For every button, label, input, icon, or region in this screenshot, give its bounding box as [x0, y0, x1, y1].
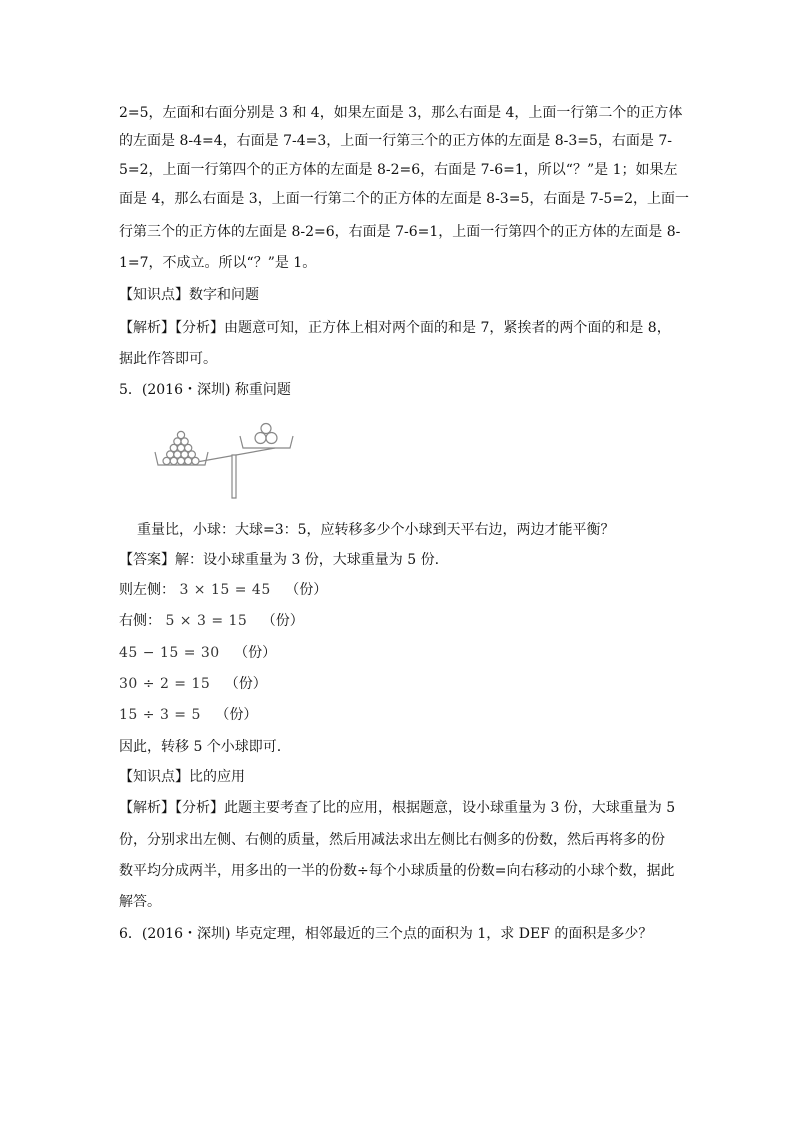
- q5-title: 5．(2016・深圳) 称重问题: [119, 382, 291, 398]
- step-unit: （份）: [234, 645, 277, 661]
- q5-question: 重量比，小球：大球=3：5，应转移多少个小球到天平右边，两边才能平衡？: [137, 522, 615, 538]
- q5-step-2: [119, 611, 304, 631]
- q5-answer: 【答案】解：设小球重量为 3 份，大球重量为 5 份.: [119, 552, 440, 568]
- step-expression: 3 × 15 = 45: [179, 582, 271, 598]
- balance-scale-figure: [150, 422, 295, 500]
- intro-line-6: 1=7，不成立。所以“？”是 1。: [119, 255, 317, 271]
- intro-line-3: 5=2，上面一行第四个的正方体的左面是 8-2=6，右面是 7-6=1，所以“？”是 1；如果左: [119, 162, 678, 178]
- big-balls-group: [255, 424, 277, 444]
- intro-line-5: 行第三个的正方体的左面是 8-2=6，右面是 7-6=1，上面一行第四个的正方体的左面是 8-: [119, 224, 681, 240]
- q4-analysis-line-1: 【解析】【分析】由题意可知，正方体上相对两个面的和是 7，紧挨者的两个面的和是 8，: [119, 320, 671, 336]
- intro-line-4: 面是 4，那么右面是 3，上面一行第二个的正方体的左面是 8-3=5，右面是 7-5=2，上面一: [119, 191, 689, 207]
- q5-step-1: [119, 580, 327, 600]
- step-expression: 15 ÷ 3 = 5: [119, 707, 201, 723]
- step-unit: （份）: [215, 707, 258, 723]
- q5-knowledge-point: 【知识点】比的应用: [119, 769, 245, 785]
- q5-step-5: [119, 705, 257, 725]
- small-balls-group: [163, 431, 199, 464]
- step-label: 右侧：: [119, 613, 161, 629]
- step-label: 则左侧：: [119, 582, 175, 598]
- scale-stand: [232, 455, 236, 498]
- q5-analysis-line-3: 数平均分成两半，用多出的一半的份数÷每个小球质量的份数=向右移动的小球个数，据此: [119, 863, 675, 879]
- intro-line-1: 2=5，左面和右面分别是 3 和 4，如果左面是 3，那么右面是 4，上面一行第二个的正方体: [119, 105, 683, 121]
- step-unit: （份）: [261, 613, 304, 629]
- q5-analysis-line-1: 【解析】【分析】此题主要考查了比的应用，根据题意，设小球重量为 3 份，大球重量为 5: [119, 800, 676, 816]
- q4-analysis-line-2: 据此作答即可。: [119, 351, 217, 367]
- step-expression: 5 × 3 = 15: [165, 613, 248, 629]
- q5-conclusion: 因此，转移 5 个小球即可.: [119, 739, 282, 755]
- intro-line-2: 的左面是 8-4=4，右面是 7-4=3，上面一行第三个的正方体的左面是 8-3=5，右面是 7-: [119, 133, 672, 149]
- q5-step-4: [119, 674, 267, 694]
- q4-knowledge-point: 【知识点】数字和问题: [119, 287, 259, 303]
- step-expression: 45 − 15 = 30: [119, 645, 220, 661]
- q5-step-3: [119, 643, 276, 663]
- q6-title: 6．(2016・深圳) 毕克定理，相邻最近的三个点的面积为 1，求 DEF 的面积是多少？: [119, 926, 653, 942]
- step-expression: 30 ÷ 2 = 15: [119, 676, 211, 692]
- q5-analysis-line-2: 份，分别求出左侧、右侧的质量，然后用减法求出左侧比右侧多的份数，然后再将多的份: [119, 832, 665, 848]
- q5-analysis-line-4: 解答。: [119, 894, 161, 910]
- step-unit: （份）: [285, 582, 328, 598]
- step-unit: （份）: [224, 676, 267, 692]
